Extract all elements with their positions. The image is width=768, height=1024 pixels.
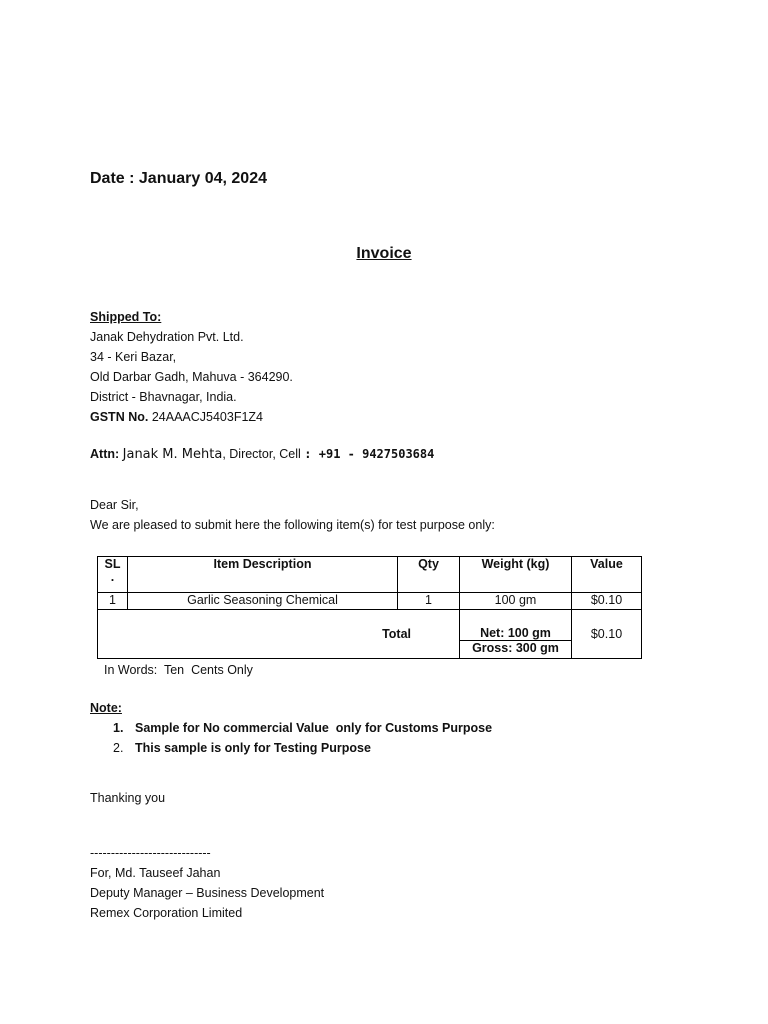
attn-line	[90, 444, 434, 465]
address-line: District - Bhavnagar, India.	[90, 390, 237, 404]
total-value: $0.10	[572, 610, 642, 659]
header-sl	[98, 557, 128, 593]
cell-item: Garlic Seasoning Chemical	[128, 593, 398, 610]
greeting: Dear Sir,	[90, 498, 139, 512]
total-label: Total	[98, 610, 460, 659]
signature-block	[90, 843, 324, 923]
thanks-line: Thanking you	[90, 791, 166, 805]
table-header-row	[98, 557, 642, 593]
cell-qty: 1	[398, 593, 460, 610]
intro-text: We are pleased to submit here the following item(s) for test purpose only:	[90, 518, 495, 532]
note-item-text: Sample for No commercial Value only for Customs Purpose	[135, 721, 493, 735]
gstn-label: GSTN No.	[90, 410, 149, 424]
header-weight: Weight (kg)	[460, 557, 572, 593]
gstn-line	[90, 407, 293, 427]
note-item	[90, 718, 492, 738]
in-words: In Words: Ten Cents Only	[104, 663, 253, 677]
signature-dashes: -----------------------------	[90, 846, 211, 860]
note-item-text: This sample is only for Testing Purpose	[135, 741, 371, 755]
signatory-company: Remex Corporation Limited	[90, 906, 243, 920]
total-row	[98, 610, 642, 641]
gstn-value: 24AAACJ5403F1Z4	[151, 410, 264, 424]
total-net: Net: 100 gm	[460, 610, 572, 641]
signatory-name: For, Md. Tauseef Jahan	[90, 866, 221, 880]
header-value: Value	[572, 557, 642, 593]
address-line: Old Darbar Gadh, Mahuva - 364290.	[90, 370, 293, 384]
header-sl-dot: .	[110, 570, 115, 584]
attn-label: Attn:	[90, 447, 120, 461]
invoice-title: Invoice	[356, 245, 412, 262]
header-qty: Qty	[398, 557, 460, 593]
note-item-number: 2.	[113, 741, 124, 755]
shipped-to-block	[90, 307, 293, 427]
signatory-designation: Deputy Manager – Business Development	[90, 886, 325, 900]
total-gross: Gross: 300 gm	[460, 641, 572, 659]
header-sl-label: SL	[104, 557, 121, 571]
note-block	[90, 698, 492, 758]
attn-role: , Director, Cell	[222, 447, 301, 461]
items-table	[97, 556, 642, 659]
address-line: Janak Dehydration Pvt. Ltd.	[90, 330, 244, 344]
note-item-number: 1.	[113, 721, 124, 735]
date-line: Date : January 04, 2024	[90, 170, 267, 187]
header-item: Item Description	[128, 557, 398, 593]
note-item	[90, 738, 492, 758]
greeting-block	[90, 495, 495, 535]
note-heading: Note:	[90, 701, 122, 715]
shipped-to-heading: Shipped To:	[90, 310, 162, 324]
cell-sl: 1	[98, 593, 128, 610]
table-row	[98, 593, 642, 610]
cell-weight: 100 gm	[460, 593, 572, 610]
address-line: 34 - Keri Bazar,	[90, 350, 177, 364]
cell-value: $0.10	[572, 593, 642, 610]
attn-phone: : +91 - 9427503684	[304, 447, 435, 461]
attn-name: Janak M. Mehta	[122, 447, 223, 462]
